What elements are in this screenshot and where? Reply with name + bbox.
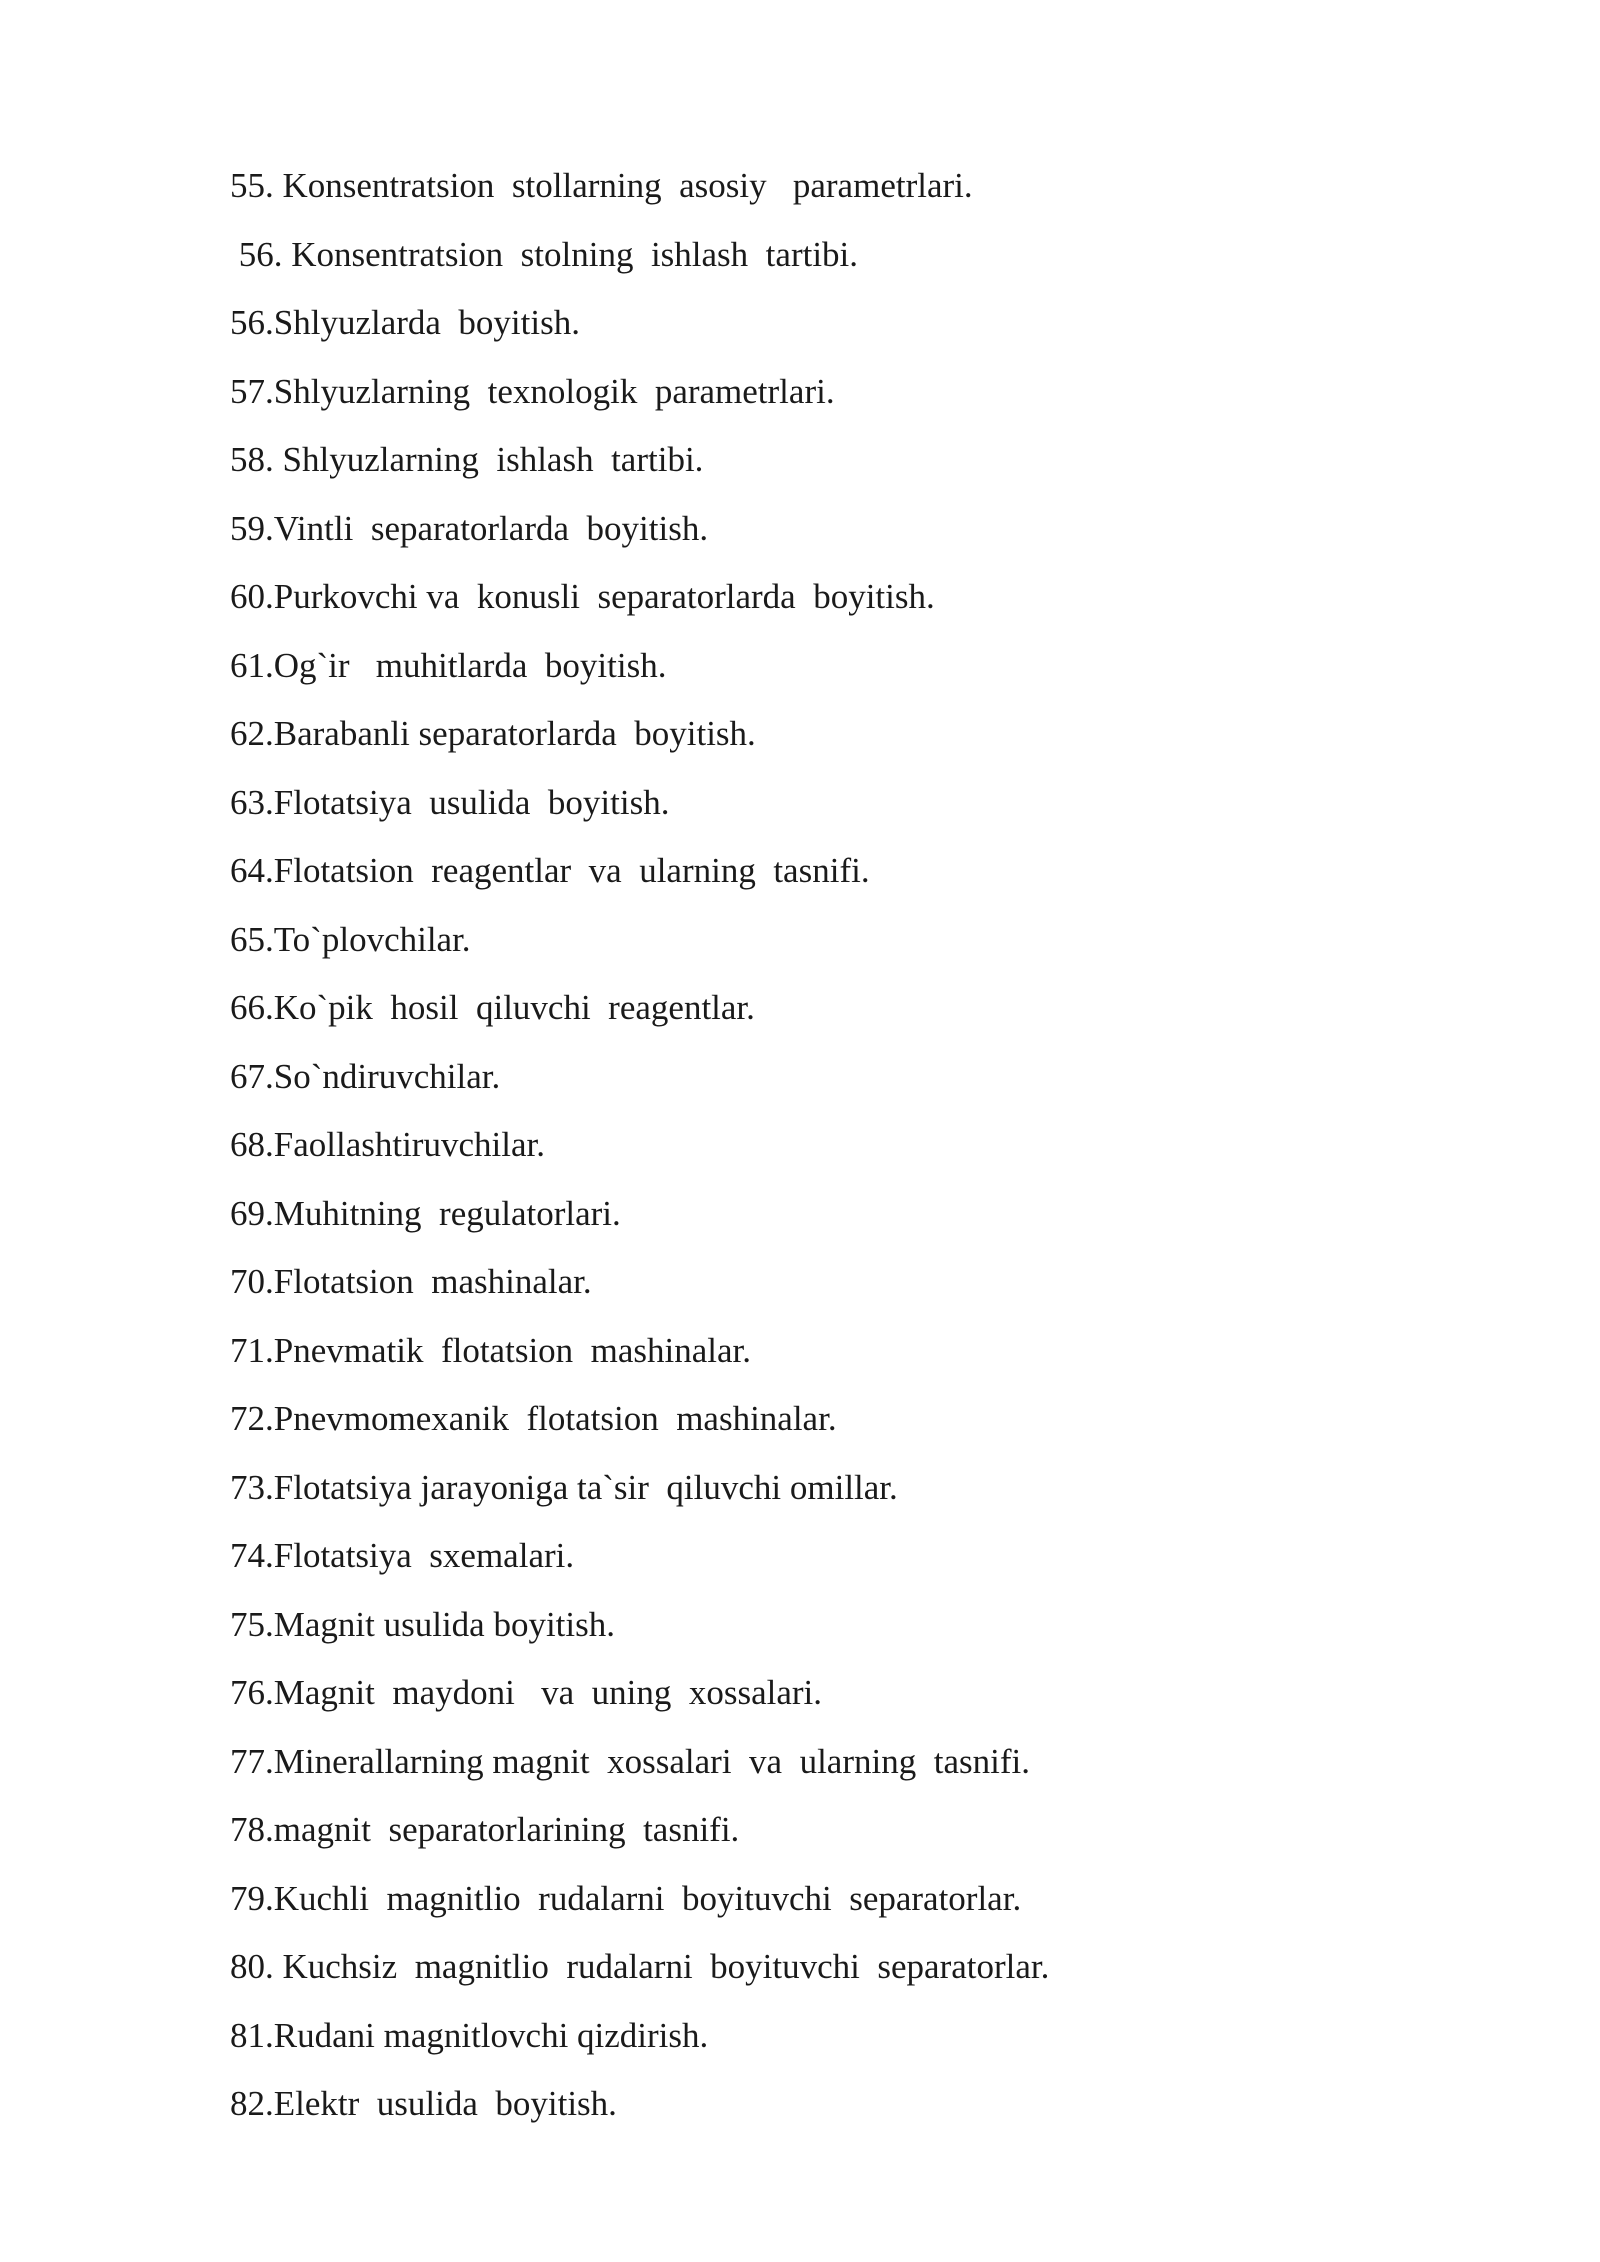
question-item: 67.So`ndiruvchilar. [230, 1056, 501, 1096]
question-item: 57.Shlyuzlarning texnologik parametrlari. [230, 371, 835, 411]
question-item: 60.Purkovchi va konusli separatorlarda boyitish. [230, 577, 935, 616]
question-item: 75.Magnit usulida boyitish. [230, 1604, 615, 1644]
question-item: 74.Flotatsiya sxemalari. [230, 1536, 575, 1575]
question-item: 72.Pnevmomexanik flotatsion mashinalar. [230, 1399, 837, 1438]
question-item: 64.Flotatsion reagentlar va ularning tasnifi. [230, 851, 870, 890]
question-list [230, 152, 1430, 2139]
question-item: 59.Vintli separatorlarda boyitish. [230, 508, 709, 548]
question-item: 81.Rudani magnitlovchi qizdirish. [230, 2015, 709, 2055]
question-item: 69.Muhitning regulatorlari. [230, 1193, 621, 1233]
question-item: 56. Konsentratsion stolning ishlash tartibi. [230, 234, 859, 274]
question-item: 66.Ko`pik hosil qiluvchi reagentlar. [230, 988, 755, 1027]
question-item: 55. Konsentratsion stollarning asosiy parametrlari. [230, 166, 973, 205]
question-item: 71.Pnevmatik flotatsion mashinalar. [230, 1330, 752, 1370]
question-item: 77.Minerallarning magnit xossalari va ularning tasnifi. [230, 1741, 1030, 1781]
question-item: 62.Barabanli separatorlarda boyitish. [230, 714, 756, 753]
question-item: 70.Flotatsion mashinalar. [230, 1262, 592, 1301]
question-item: 79.Kuchli magnitlio rudalarni boyituvchi separatorlar. [230, 1878, 1022, 1918]
question-item: 73.Flotatsiya jarayoniga ta`sir qiluvchi omillar. [230, 1467, 898, 1507]
question-item: 65.To`plovchilar. [230, 919, 471, 959]
question-item: 78.magnit separatorlarining tasnifi. [230, 1810, 740, 1849]
question-item: 58. Shlyuzlarning ishlash tartibi. [230, 440, 704, 479]
question-item: 82.Elektr usulida boyitish. [230, 2084, 617, 2123]
question-item: 61.Og`ir muhitlarda boyitish. [230, 645, 667, 685]
question-item: 63.Flotatsiya usulida boyitish. [230, 782, 670, 822]
question-item: 68.Faollashtiruvchilar. [230, 1125, 545, 1164]
question-item: 76.Magnit maydoni va uning xossalari. [230, 1673, 823, 1712]
question-item: 56.Shlyuzlarda boyitish. [230, 303, 580, 342]
question-item: 80. Kuchsiz magnitlio rudalarni boyituvchi separatorlar. [230, 1947, 1050, 1986]
